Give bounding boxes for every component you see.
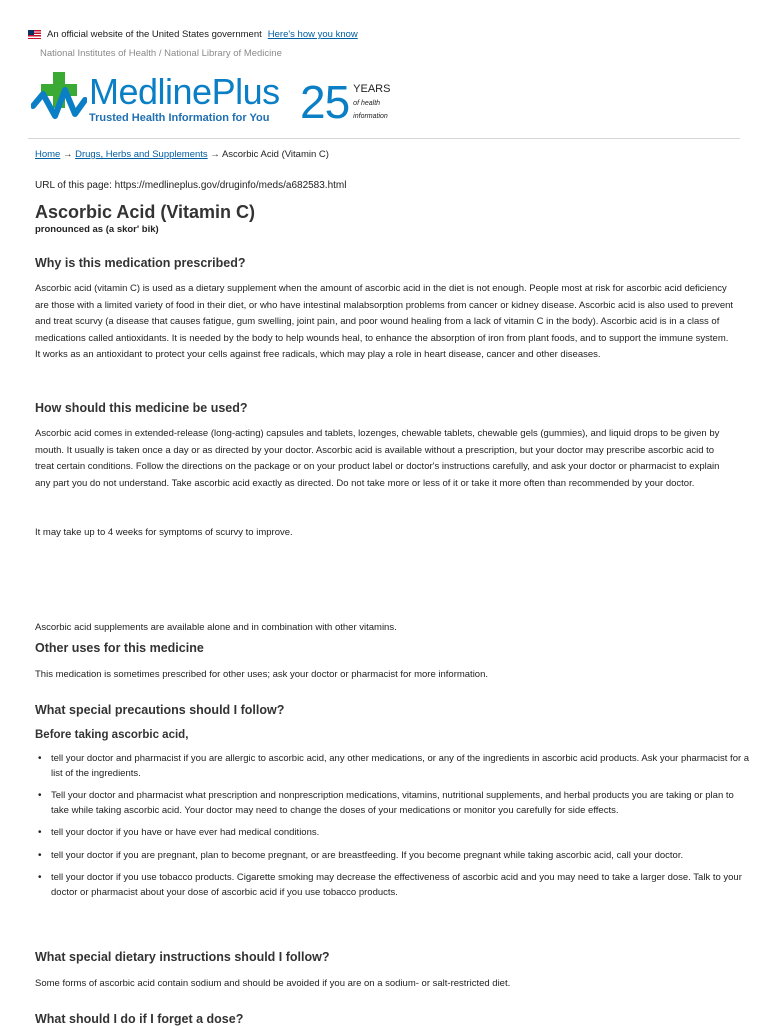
page-title: Ascorbic Acid (Vitamin C) bbox=[35, 202, 256, 222]
header-divider bbox=[28, 138, 740, 139]
precautions-subheading: Before taking ascorbic acid, bbox=[35, 729, 189, 741]
gov-banner-text: An official website of the United States government bbox=[47, 29, 262, 40]
list-item: • Tell your doctor and pharmacist what prescription and nonprescription medications, vitamins, nutritional supplements, and herbal products you are taking or plan to take while taking ascorbic acid. Your doctor may need to change the doses of your medications or monitor you carefully for side effects. bbox=[51, 789, 751, 818]
section-body-other-uses: This medication is sometimes prescribed for other uses; ask your doctor or pharmacist for more information. bbox=[35, 669, 489, 680]
breadcrumb-home-link[interactable]: Home bbox=[35, 149, 61, 160]
section-body-diet: Some forms of ascorbic acid contain sodium and should be avoided if you are on a sodium- or salt-restricted diet. bbox=[35, 978, 511, 989]
us-flag-icon bbox=[28, 30, 41, 39]
nih-nlm-line: National Institutes of Health / National Library of Medicine bbox=[40, 48, 282, 59]
anniversary-badge bbox=[300, 76, 391, 128]
section-heading-why: Why is this medication prescribed? bbox=[35, 256, 246, 270]
section-heading-other-uses: Other uses for this medicine bbox=[35, 641, 204, 655]
anniversary-number: 25 bbox=[300, 76, 350, 128]
gov-banner bbox=[28, 29, 358, 40]
breadcrumb bbox=[35, 149, 329, 160]
page-url: URL of this page: https://medlineplus.gov/druginfo/meds/a682583.html bbox=[35, 180, 347, 191]
breadcrumb-separator: → bbox=[210, 149, 220, 160]
logo-name: MedlinePlus bbox=[89, 71, 280, 112]
list-item: • tell your doctor if you have or have ever had medical conditions. bbox=[51, 826, 751, 841]
anniversary-sub-2: information bbox=[353, 113, 388, 120]
precautions-list bbox=[35, 752, 751, 908]
section-body-how: Ascorbic acid comes in extended-release (long-acting) capsules and tablets, lozenges, chewable tablets, chewable gels (gummies), and liquid drops to be given by mouth. It usually is taken once a day or as directed by your doctor. Ascorbic acid is available without a prescription, but your doctor may prescribe ascorbic acid to treat certain conditions. Follow the directions on the package or on your product label or doctor's instructions carefully, and ask your doctor or pharmacist to explain any part you do not understand. Take ascorbic acid exactly as directed. Do not take more or less of it or take it more often than recommended by your doctor. bbox=[35, 428, 720, 489]
pronunciation: pronounced as (a skor' bik) bbox=[35, 224, 159, 235]
logo-tagline: Trusted Health Information for You bbox=[89, 112, 270, 124]
list-item: • tell your doctor if you are pregnant, plan to become pregnant, or are breastfeeding. If you become pregnant while taking ascorbic acid, call your doctor. bbox=[51, 849, 751, 864]
heres-how-you-know-link[interactable]: Here's how you know bbox=[267, 29, 358, 40]
section-heading-precautions: What special precautions should I follow? bbox=[35, 703, 285, 717]
medlineplus-logo-icon bbox=[31, 70, 87, 128]
section-body-how-scurvy: It may take up to 4 weeks for symptoms of scurvy to improve. bbox=[35, 527, 293, 538]
medlineplus-logo[interactable] bbox=[31, 70, 280, 128]
list-item: • tell your doctor and pharmacist if you are allergic to ascorbic acid, any other medications, or any of the ingredients in ascorbic acid products. Ask your pharmacist for a list of the ingredients. bbox=[51, 752, 751, 781]
section-heading-diet: What special dietary instructions should I follow? bbox=[35, 950, 330, 964]
section-heading-how: How should this medicine be used? bbox=[35, 401, 248, 415]
section-body-why: Ascorbic acid (vitamin C) is used as a dietary supplement when the amount of ascorbic acid in the diet is not enough. People most at risk for ascorbic acid deficiency are those with a limited variety of food in their diet, or who have intestinal malabsorption problems from cancer or kidney disease. Ascorbic acid is also used to prevent and treat scurvy (a disease that causes fatigue, gum swelling, joint pain, and poor wound healing from a lack of vitamin C in the body). Ascorbic acid is in a class of medications called antioxidants. It is needed by the body to help wounds heal, to enhance the absorption of iron from plant foods, and to support the immune system. It works as an antioxidant to protect your cells against free radicals, which may play a role in heart disease, cancer and other diseases. bbox=[35, 283, 734, 360]
anniversary-years: YEARS bbox=[353, 83, 391, 95]
anniversary-sub-1: of health bbox=[353, 100, 381, 107]
list-item: • tell your doctor if you use tobacco products. Cigarette smoking may decrease the effectiveness of ascorbic acid and you may need to take a larger dose. Talk to your doctor or pharmacist about your dose of ascorbic acid if you use tobacco products. bbox=[51, 871, 751, 900]
breadcrumb-category-link[interactable]: Drugs, Herbs and Supplements bbox=[75, 149, 208, 160]
breadcrumb-current: Ascorbic Acid (Vitamin C) bbox=[221, 149, 329, 160]
section-body-how-combination: Ascorbic acid supplements are available alone and in combination with other vitamins. bbox=[35, 622, 397, 633]
section-heading-forget-dose: What should I do if I forget a dose? bbox=[35, 1012, 244, 1026]
breadcrumb-separator: → bbox=[62, 149, 73, 160]
